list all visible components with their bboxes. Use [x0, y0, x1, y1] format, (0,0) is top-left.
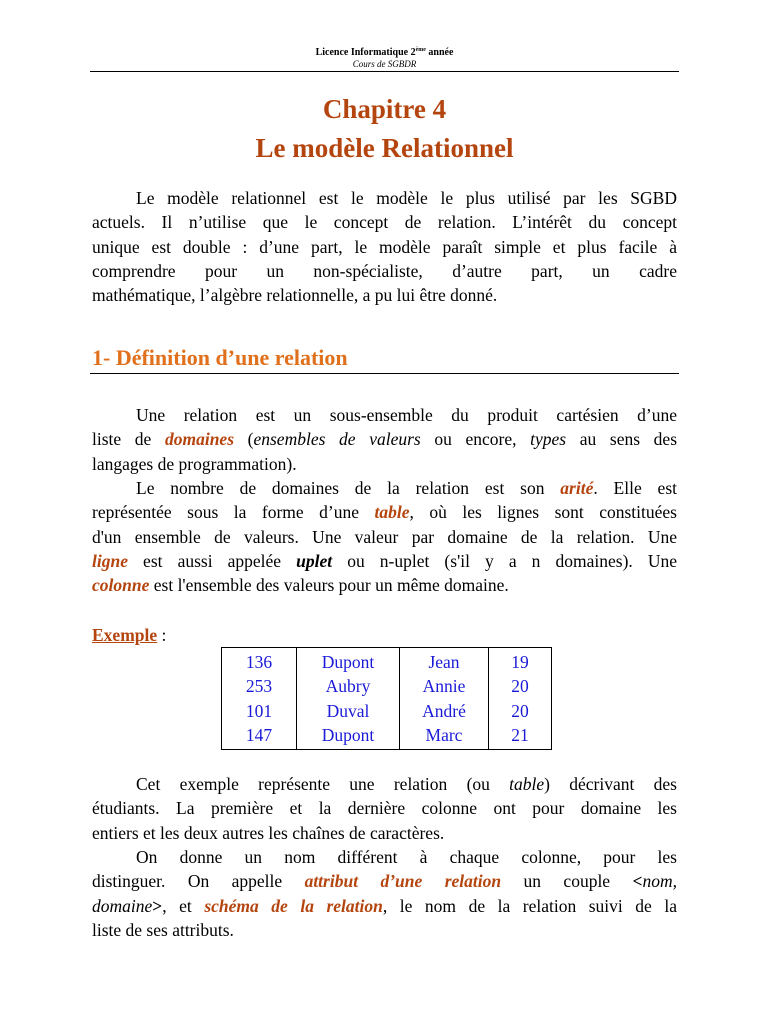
table-cell: 20 — [489, 699, 552, 723]
table-cell: 20 — [489, 674, 552, 698]
table-cell: André — [400, 699, 489, 723]
header-course-title: Licence Informatique 2ème année — [315, 47, 454, 58]
term-colonne: colonne — [92, 575, 150, 596]
table-row — [222, 723, 552, 750]
term-table: table — [374, 502, 410, 523]
table-row — [222, 674, 552, 698]
example-label: Exemple : — [92, 625, 167, 645]
table-cell: 21 — [489, 723, 552, 750]
header-rule — [90, 71, 679, 72]
table-row — [222, 699, 552, 723]
example-relation-table — [221, 647, 552, 750]
page-header — [90, 44, 679, 70]
table-cell: 19 — [489, 648, 552, 675]
table-cell: Dupont — [297, 648, 400, 675]
attribute-paragraph: On donne un nom différent à chaque colonne, pour les distinguer. On appelle attribut d’une relation un couple <nom, domaine>, et schéma de la relation, le nom de la relation suivi de la liste de ses attributs. — [92, 847, 677, 940]
table-cell: Aubry — [297, 674, 400, 698]
definition-paragraph: Une relation est un sous-ensemble du produit cartésien d’une liste de domaines (ensembles de valeurs ou encore, types au sens des langages de programmation). — [92, 405, 678, 474]
table-cell: Annie — [400, 674, 489, 698]
header-course-subtitle: Cours de SGBDR — [352, 59, 417, 69]
example-description-paragraph: Cet exemple représente une relation (ou table) décrivant des étudiants. La première et la dernière colonne ont pour domaine les entiers et les deux autres les chaînes de caractères. — [92, 774, 677, 843]
table-cell: 253 — [222, 674, 297, 698]
section-rule — [90, 373, 679, 374]
table-row — [222, 648, 552, 675]
table-cell: Marc — [400, 723, 489, 750]
term-domaines: domaines — [164, 429, 235, 450]
term-attribut: attribut d’une relation — [304, 871, 502, 892]
term-arite: arité — [560, 478, 594, 498]
term-uplet: uplet — [296, 550, 333, 571]
table-cell: 147 — [222, 723, 297, 750]
table-cell: Duval — [297, 699, 400, 723]
intro-paragraph: Le modèle relationnel est le modèle le plus utilisé par les SGBD actuels. Il n’utilise que le concept de relation. L’intérêt du concept unique est double : d’une part, le modèle paraît simple et plus facile à comprendre pour un non-spécialiste, d’autre part, un cadre mathématique, l’algèbre relationnelle, a pu lui être donné. — [92, 188, 677, 306]
chapter-number: Chapitre 4 — [322, 94, 447, 124]
table-cell: 101 — [222, 699, 297, 723]
arity-paragraph: Le nombre de domaines de la relation est son arité. Elle est représentée sous la forme d’une table, où les lignes sont constituées d'un ensemble de valeurs. Une valeur par domaine de la relation. Une ligne est aussi appelée uplet ou n-uplet (s'il y a n domaines). Une colonne est l'ensemble des valeurs pour un même domaine. — [92, 478, 678, 596]
section-heading: 1- Définition d’une relation — [92, 345, 348, 370]
chapter-title: Le modèle Relationnel — [255, 133, 514, 163]
table-cell: Dupont — [297, 723, 400, 750]
table-cell: Jean — [400, 648, 489, 675]
term-schema: schéma de la relation — [204, 895, 383, 916]
table-cell: 136 — [222, 648, 297, 675]
term-ligne: ligne — [92, 550, 128, 571]
